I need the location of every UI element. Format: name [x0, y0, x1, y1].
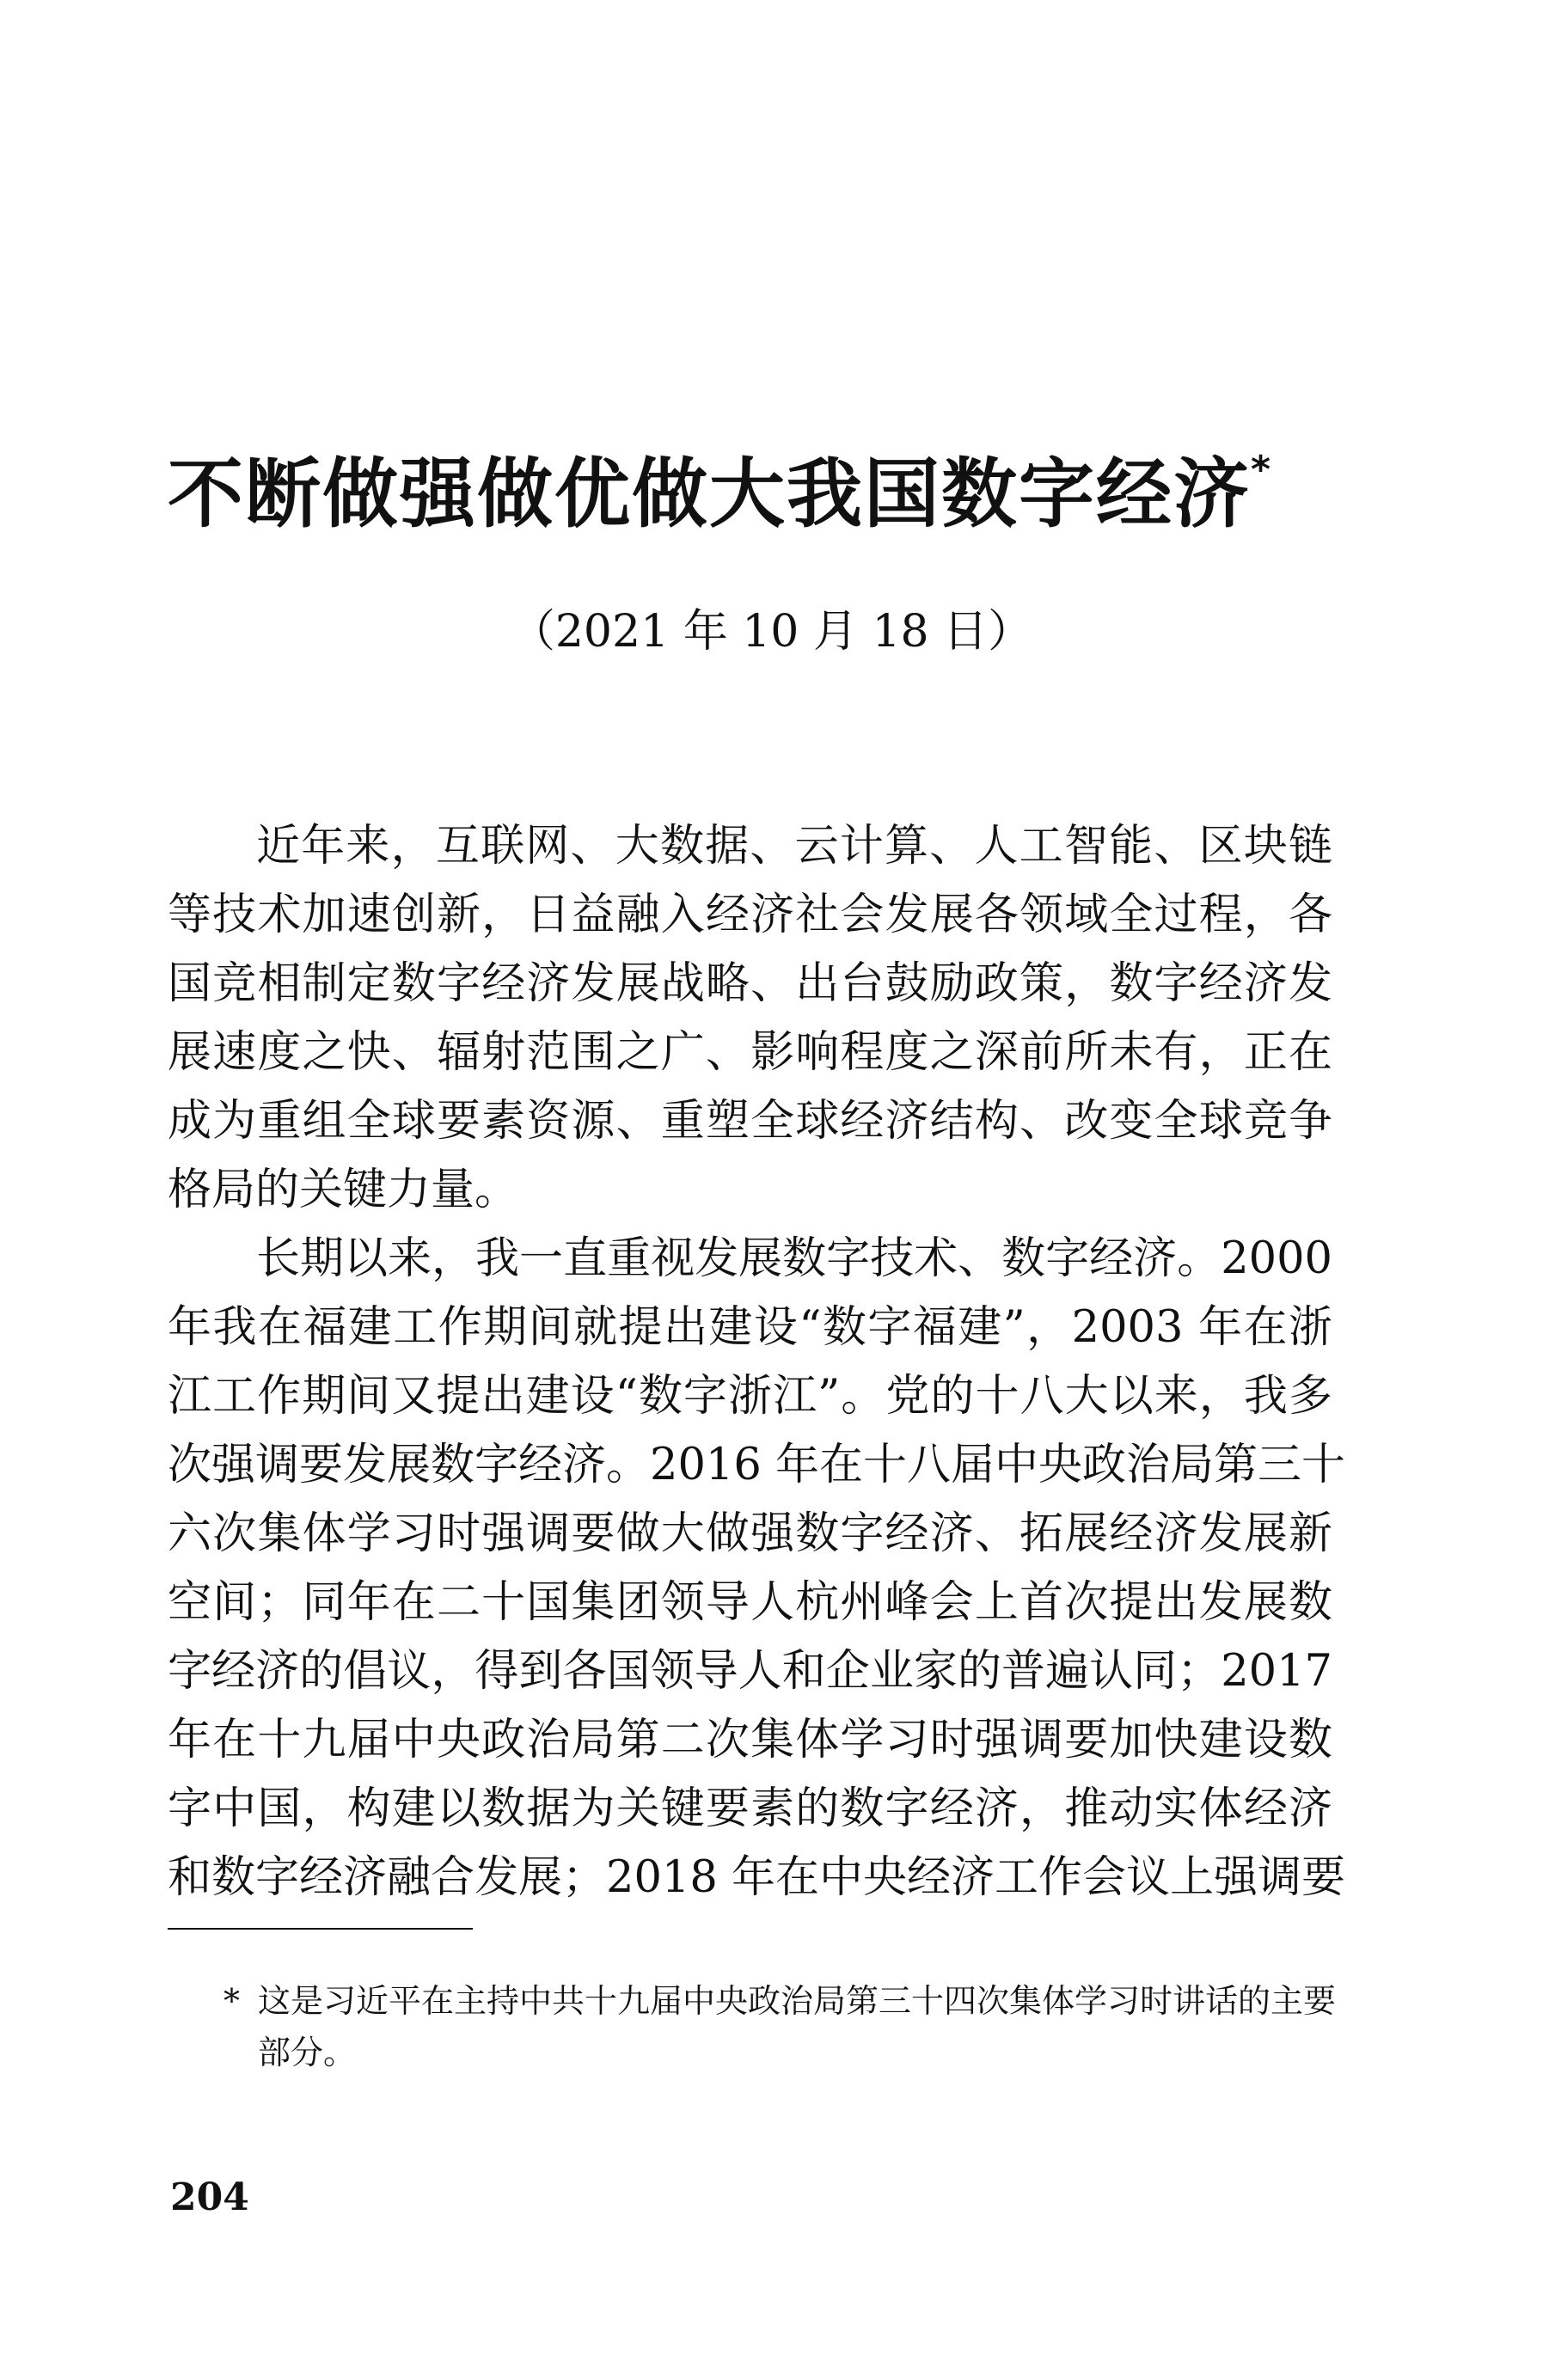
paragraph-1-line-4: 展速度之快、辐射范围之广、影响程度之深前所未有，正在: [168, 1027, 1332, 1078]
paragraph-2-line-2: 年我在福建工作期间就提出建设“数字福建”，2003 年在浙: [168, 1302, 1332, 1353]
page-number: 204: [170, 2175, 249, 2219]
footnote-marker: *: [223, 1982, 240, 2020]
paragraph-2-line-9: 字中国，构建以数据为关键要素的数字经济，推动实体经济: [168, 1783, 1332, 1834]
article-date: （2021 年 10 月 18 日）: [510, 606, 1033, 658]
paragraph-2-line-10: 和数字经济融合发展；2018 年在中央经济工作会议上强调要: [168, 1852, 1346, 1903]
paragraph-2-line-6: 空间；同年在二十国集团领导人杭州峰会上首次提出发展数: [168, 1577, 1332, 1628]
article-title-text: 不断做强做优做大我国数字经济: [168, 450, 1252, 538]
paragraph-2-line-8: 年在十九届中央政治局第二次集体学习时强调要加快建设数: [168, 1715, 1332, 1765]
paragraph-2-line-3: 江工作期间又提出建设“数字浙江”。党的十八大以来，我多: [168, 1371, 1332, 1422]
paragraph-2-line-5: 六次集体学习时强调要做大做强数字经济、拓展经济发展新: [168, 1508, 1332, 1559]
title-footnote-marker: *: [1251, 448, 1273, 492]
paragraph-1-line-5: 成为重组全球要素资源、重塑全球经济结构、改变全球竞争: [168, 1096, 1332, 1147]
footnote-line-1: 这是习近平在主持中共十九届中央政治局第三十四次集体学习时讲话的主要: [258, 1982, 1337, 2020]
paragraph-1-line-3: 国竞相制定数字经济发展战略、出台鼓励政策，数字经济发: [168, 958, 1332, 1009]
paragraph-1-line-2: 等技术加速创新，日益融入经济社会发展各领域全过程，各: [168, 890, 1332, 940]
paragraph-2-line-7: 字经济的倡议，得到各国领导人和企业家的普遍认同；2017: [168, 1646, 1332, 1697]
paragraph-1-line-1: 近年来，互联网、大数据、云计算、人工智能、区块链: [256, 821, 1332, 872]
paragraph-2-line-1: 长期以来，我一直重视发展数字技术、数字经济。2000: [256, 1233, 1332, 1284]
footnote-divider: [168, 1928, 473, 1930]
footnote-line-2: 部分。: [258, 2034, 357, 2071]
paragraph-1-line-6: 格局的关键力量。: [168, 1165, 519, 1215]
article-title: [168, 443, 1371, 546]
paragraph-2-line-4: 次强调要发展数字经济。2016 年在十八届中央政治局第三十: [168, 1440, 1346, 1490]
